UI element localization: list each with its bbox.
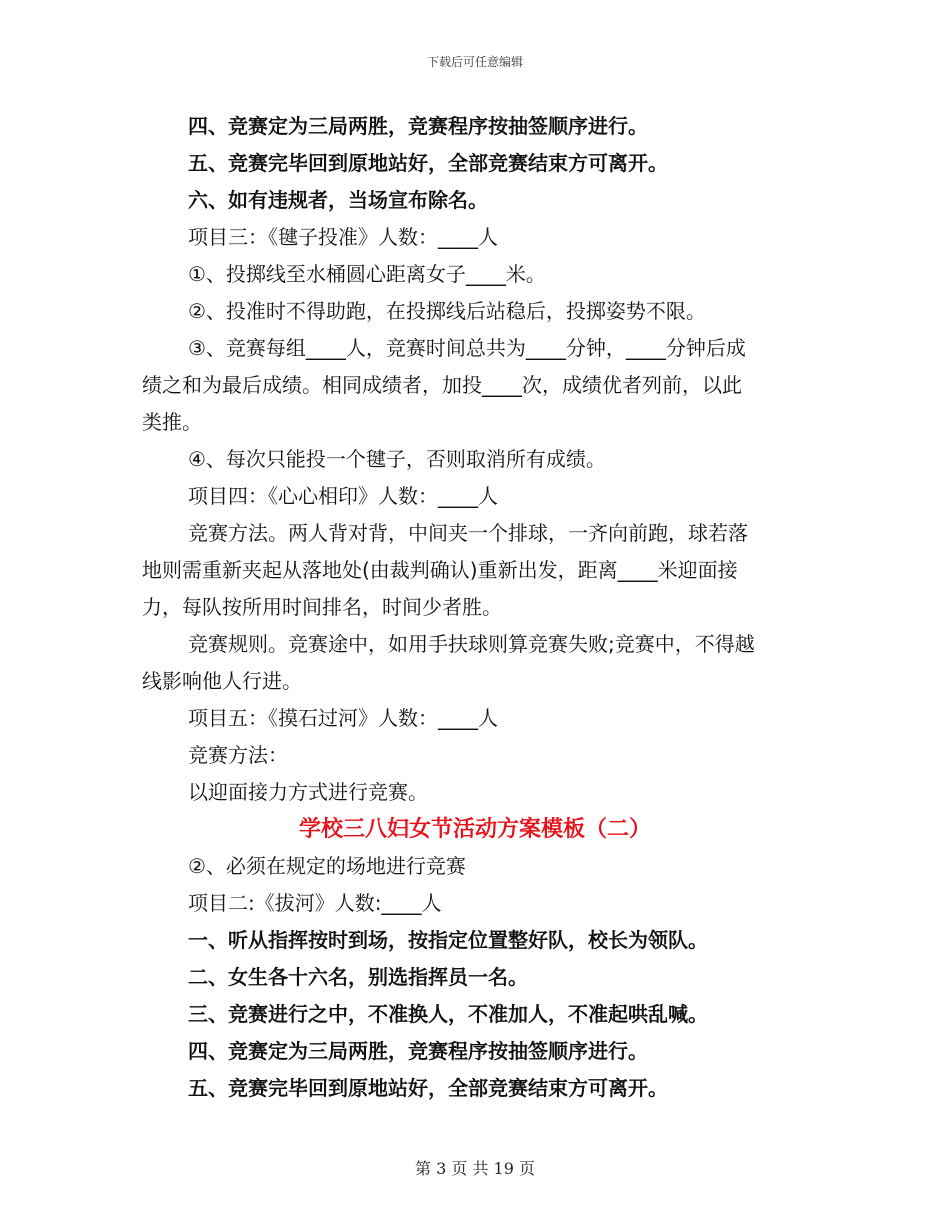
section-title: 学校三八妇女节活动方案模板（二）: [298, 817, 651, 842]
rule-line-continued: 类推。: [142, 410, 202, 434]
rule-line-continued: 绩之和为最后成绩。相同成绩者，加投____次，成绩优者列前，以此: [142, 373, 742, 397]
page-header: 下载后可任意编辑: [426, 55, 523, 69]
rule-line: 四、竞赛定为三局两胜，竞赛程序按抽签顺序进行。: [188, 114, 648, 138]
rule-line: ②、必须在规定的场地进行竞赛: [188, 854, 466, 878]
rule-line: 一、听从指挥按时到场，按指定位置整好队，校长为领队。: [188, 928, 708, 952]
paragraph-line: 以迎面接力方式进行竞赛。: [188, 780, 428, 804]
rule-line: 二、女生各十六名，别选指挥员一名。: [188, 965, 528, 989]
paragraph-line-continued: 地则需重新夹起从落地处(由裁判确认)重新出发，距离____米迎面接: [142, 558, 738, 582]
event-heading: 项目五：《摸石过河》人数：____人: [188, 706, 498, 730]
rule-line: 五、竞赛完毕回到原地站好，全部竞赛结束方可离开。: [188, 1076, 668, 1100]
document-body: [142, 108, 808, 1107]
rule-line: ②、投准时不得助跑，在投掷线后站稳后，投掷姿势不限。: [188, 299, 706, 323]
rule-line: ③、竞赛每组____人，竞赛时间总共为____分钟，____分钟后成: [188, 336, 746, 360]
rule-line: ④、每次只能投一个毽子，否则取消所有成绩。: [188, 447, 606, 471]
rule-line: 三、竞赛进行之中，不准换人，不准加人，不准起哄乱喊。: [188, 1002, 708, 1026]
rule-line: 六、如有违规者，当场宣布除名。: [188, 188, 488, 212]
rule-line: ①、投掷线至水桶圆心距离女子____米。: [188, 262, 546, 286]
paragraph-line-continued: 线影响他人行进。: [142, 669, 302, 693]
page-footer: 第 3 页 共 19 页: [415, 1159, 535, 1178]
paragraph-line: 竞赛方法：: [188, 743, 288, 767]
paragraph-line: 竞赛方法。两人背对背，中间夹一个排球，一齐向前跑，球若落: [188, 521, 748, 545]
rule-line: 五、竞赛完毕回到原地站好，全部竞赛结束方可离开。: [188, 151, 668, 175]
event-heading: 项目四：《心心相印》人数：____人: [188, 484, 498, 508]
rule-line: 四、竞赛定为三局两胜，竞赛程序按抽签顺序进行。: [188, 1039, 648, 1063]
paragraph-line: 竞赛规则。竞赛途中，如用手扶球则算竞赛失败;竞赛中，不得越: [188, 632, 755, 656]
event-heading: 项目二:《拔河》人数:____人: [188, 891, 442, 915]
paragraph-line-continued: 力，每队按所用时间排名，时间少者胜。: [142, 595, 502, 619]
event-heading: 项目三：《毽子投准》人数：____人: [188, 225, 498, 249]
